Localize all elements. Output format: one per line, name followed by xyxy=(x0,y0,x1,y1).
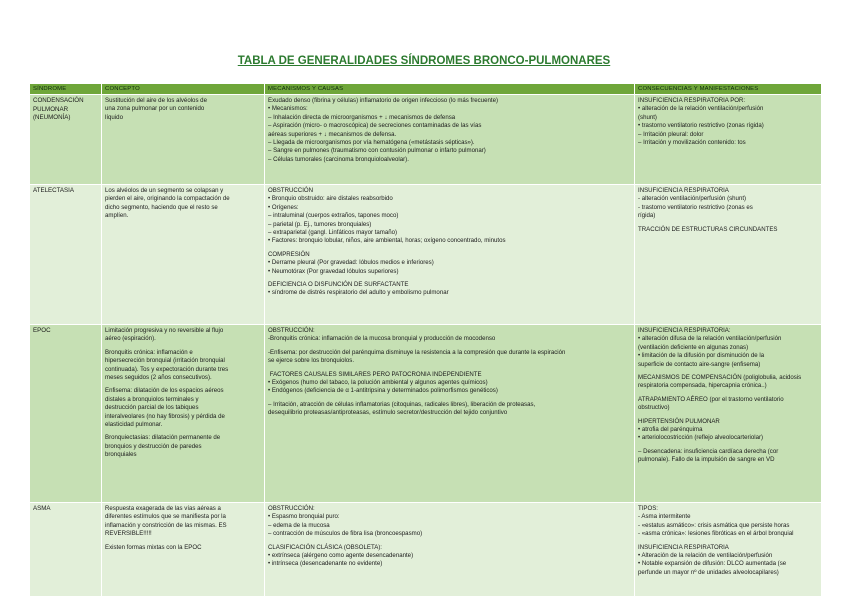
text-line: DEFICIENCIA O DISFUNCIÓN DE SURFACTANTE xyxy=(268,281,409,289)
text-line: – edema de la mucosa xyxy=(268,521,330,529)
text-line: Bronquiectasias: dilatación permanente de xyxy=(105,434,221,442)
text-line: • alteración difusa de la relación ventilación/perfusión xyxy=(638,335,782,343)
text-line: respiratoria compensada, hipercapnia crónica..) xyxy=(638,382,767,390)
cell-concepto xyxy=(102,503,265,597)
text-line: REVERSIBLE!!!!! xyxy=(105,530,152,538)
text-line: rígida) xyxy=(638,212,656,220)
text-line: OBSTRUCCIÓN: xyxy=(268,327,315,334)
cell-consecuencias xyxy=(635,185,822,325)
text-line: Enfisema: dilatación de los espacios aéreos xyxy=(105,387,224,395)
text-line: • alteración de la relación ventilación/perfusión xyxy=(638,105,764,113)
text-line: INSUFICIENCIA RESPIRATORIA xyxy=(638,543,729,551)
text-line: Exudado denso (fibrina y células) inflamatorio de origen infeccioso (lo más frecuente) xyxy=(268,97,498,104)
text-line: • trastorno ventilatorio restrictivo (zonas rígida) xyxy=(638,122,764,130)
text-line: ATRAPAMIENTO AÉREO (por el trastorno ventilatorio xyxy=(638,395,784,403)
text-line: bronquiales xyxy=(105,451,137,459)
text-line: • Notable expansión de difusión: DLCO aumentada (se xyxy=(638,560,787,568)
text-line: INSUFICIENCIA RESPIRATORIA POR: xyxy=(638,97,746,104)
text-line: – Células tumorales (carcinoma bronquioloalveolar). xyxy=(268,155,409,163)
text-line: – Irritación y movilización contenido: tos xyxy=(638,139,746,147)
cell-mecanismos xyxy=(265,185,635,325)
text-line: - Asma intermitente xyxy=(638,513,691,521)
text-line: INSUFICIENCIA RESPIRATORIA: xyxy=(638,327,731,334)
text-line: – parietal (p. Ej., tumores bronquiales) xyxy=(268,220,372,228)
text-line: se ejerce sobre los bronquiolos. xyxy=(268,357,355,365)
text-line: FACTORES CAUSALES SIMILARES PERO PATOCRONIA INDEPENDIENTE xyxy=(268,370,482,378)
syndromes-table xyxy=(29,83,822,597)
text-line: - «asma crónica»: lesiones fibróticas en el árbol bronquial xyxy=(638,530,794,538)
row-asma xyxy=(30,503,822,597)
text-line: • Alteración de la relación de ventilación/perfusión xyxy=(638,552,773,560)
cell-consecuencias xyxy=(635,503,822,597)
row-condensacion xyxy=(30,95,822,185)
cell-sindrome: EPOC xyxy=(30,325,102,503)
cell-consecuencias xyxy=(635,95,822,185)
text-line: desequilibrio proteasas/antiproteasas, estímulo secretor/destrucción del tejido conjuntivo xyxy=(268,409,508,417)
cell-sindrome: CONDENSACIÓN PULMONAR (NEUMONÍA) xyxy=(30,95,102,185)
header-mecanismos: MECANISMOS Y CAUSAS xyxy=(265,84,635,95)
table-header-row xyxy=(30,84,822,95)
text-line: – intraluminal (cuerpos extraños, tapones moco) xyxy=(268,212,399,220)
text-line: -Enfisema: por destrucción del parénquima disminuye la resistencia a la compresión que durante la espiración xyxy=(268,348,566,356)
text-line: -Bronquitis crónica: inflamación de la mucosa bronquial y producción de mocodenso xyxy=(268,335,496,343)
text-line: • Exógenos (humo del tabaco, la polución ambiental y algunos agentes químicos) xyxy=(268,379,488,387)
text-line: • Mecanismos: xyxy=(268,105,308,113)
text-line: pulmonale). Fallo de la impulsión de sangre en VD xyxy=(638,456,775,464)
text-line: • extrínseca (alérgeno como agente desencadenante) xyxy=(268,552,414,560)
text-line: • Bronquio obstruido: aire distales reabsorbido xyxy=(268,195,393,203)
row-atelectasia xyxy=(30,185,822,325)
text-line: obstructivo) xyxy=(638,404,670,412)
text-line: – contracción de músculos de fibra lisa (broncoespasmo) xyxy=(268,530,423,538)
text-line: dicho segmento, haciendo que el resto se xyxy=(105,203,218,211)
text-line: INSUFICIENCIA RESPIRATORIA xyxy=(638,187,729,194)
cell-sindrome: ATELECTASIA xyxy=(30,185,102,325)
text-line: Sustitución del aire de los alvéolos de xyxy=(105,97,207,104)
text-line: inflamación y constricción de las mismas. ES xyxy=(105,521,227,529)
row-epoc xyxy=(30,325,822,503)
text-line: bronquios y destrucción de paredes xyxy=(105,442,202,450)
text-line: – Aspiración (micro- o macroscópica) de secreciones contaminadas de las vías xyxy=(268,122,482,130)
text-line: CLASIFICACIÓN CLÁSICA (OBSOLETA): xyxy=(268,543,383,551)
text-line: – Inhalación directa de microorganismos + ↓ mecanismos de defensa xyxy=(268,113,456,121)
text-line: HIPERTENSIÓN PULMONAR xyxy=(638,417,720,425)
text-line: – extraparietal (gangl. Linfáticos mayor tamaño) xyxy=(268,229,398,237)
text-line: OBSTRUCCIÓN xyxy=(268,187,314,194)
text-line: diferentes estímulos que se manifiesta por la xyxy=(105,513,226,521)
text-line: Limitación progresiva y no reversible al flujo xyxy=(105,327,224,334)
text-line: – Llegada de microorganismos por vía hematógena («metástasis sépticas»). xyxy=(268,139,475,147)
text-line: • Espasmo bronquial puro: xyxy=(268,513,340,521)
text-line: una zona pulmonar por un contenido xyxy=(105,105,205,113)
text-line: • intrínseca (desencadenante no evidente) xyxy=(268,560,383,568)
cell-consecuencias xyxy=(635,325,822,503)
text-line: • arteriolocostricción (reflejo alveolocarteriolar) xyxy=(638,434,764,442)
text-line: OBSTRUCCIÓN: xyxy=(268,505,315,512)
text-line: elasticidad pulmonar. xyxy=(105,421,163,429)
text-line: distales a bronquiolos terminales y xyxy=(105,395,199,403)
text-line: TIPOS: xyxy=(638,505,658,512)
text-line: amplíen. xyxy=(105,212,129,220)
text-line: • atrofia del parénquima xyxy=(638,426,703,434)
text-line: destrucción parcial de los tabiques xyxy=(105,404,199,412)
text-line: continuada). Tos y expectoración durante tres xyxy=(105,365,229,373)
text-line: – Irritación pleural: dolor xyxy=(638,130,704,138)
text-line: Existen formas mixtas con la EPOC xyxy=(105,543,202,551)
cell-sindrome: ASMA xyxy=(30,503,102,597)
text-line: interalveolares (no hay fibrosis) y pérdida de xyxy=(105,412,225,420)
header-consecuencias: CONSECUENCIAS Y MANIFESTACIONES xyxy=(635,84,822,95)
text-line: COMPRESIÓN xyxy=(268,250,310,258)
text-line: • Neumotórax (Por gravedad lóbulos superiores) xyxy=(268,267,399,275)
header-sindrome: SÍNDROME xyxy=(30,84,102,95)
text-line: pierden el aire, originando la compactación de xyxy=(105,195,230,203)
text-line: • Endógenos (deficiencia de α 1-antitripsina y determinados polimorfismos genéticos) xyxy=(268,387,498,395)
cell-mecanismos xyxy=(265,95,635,185)
text-line: – Sangre en pulmones (traumatismo con contusión pulmonar o infarto pulmonar) xyxy=(268,147,486,155)
text-line: perfunde un mayor nº de unidades alveolocapilares) xyxy=(638,568,779,576)
text-line: • limitación de la difusión por disminución de la xyxy=(638,352,765,360)
text-line: – Desencadena: insuficiencia cardíaca derecha (cor xyxy=(638,447,779,455)
cell-mecanismos xyxy=(265,325,635,503)
text-line: TRACCIÓN DE ESTRUCTURAS CIRCUNDANTES xyxy=(638,225,778,233)
text-line: (ventilación deficiente en algunas zonas) xyxy=(638,343,749,351)
text-line: • Orígenes: xyxy=(268,203,299,211)
text-line: MECANISMOS DE COMPENSACIÓN (poliglobulia, acidosis xyxy=(638,374,802,382)
text-line: - trastorno ventilatorio restrictivo (zonas es xyxy=(638,203,753,211)
text-line: Respuesta exagerada de las vías aéreas a xyxy=(105,505,221,512)
text-line: aéreo (espiración). xyxy=(105,335,156,343)
text-line: líquido xyxy=(105,113,123,121)
text-line: hipersecreción bronquial (irritación bronquial xyxy=(105,357,225,365)
document-title: TABLA DE GENERALIDADES SÍNDROMES BRONCO-PULMONARES xyxy=(237,55,611,67)
text-line: (shunt) xyxy=(638,113,657,121)
cell-concepto xyxy=(102,95,265,185)
text-line: - «estatus asmático»: crisis asmática que persiste horas xyxy=(638,521,790,529)
text-line: – Irritación, atracción de células inflamatorias (citoquinas, radicales libres), liberación de proteasas, xyxy=(268,400,536,408)
text-line: aéreas superiores + ↓ mecanismos de defensa. xyxy=(268,130,397,138)
cell-mecanismos xyxy=(265,503,635,597)
text-line: Bronquitis crónica: inflamación e xyxy=(105,348,193,356)
text-line: meses seguidos (2 años consecutivos). xyxy=(105,374,212,382)
text-line: superficie de contacto aire-sangre (enfisema) xyxy=(638,360,761,368)
text-line: • Factores: bronquio lobular, niños, aire ambiental, horas; oxígeno concentrado, minutos xyxy=(268,237,506,245)
header-concepto: CONCEPTO xyxy=(102,84,265,95)
text-line: • síndrome de distrés respiratorio del adulto y embolismo pulmonar xyxy=(268,289,449,297)
text-line: Los alvéolos de un segmento se colapsan y xyxy=(105,187,224,194)
cell-concepto xyxy=(102,185,265,325)
text-line: • Derrame pleural (Por gravedad: lóbulos medios e inferiores) xyxy=(268,259,434,267)
cell-concepto xyxy=(102,325,265,503)
text-line: - alteración ventilación/perfusión (shunt) xyxy=(638,195,747,203)
